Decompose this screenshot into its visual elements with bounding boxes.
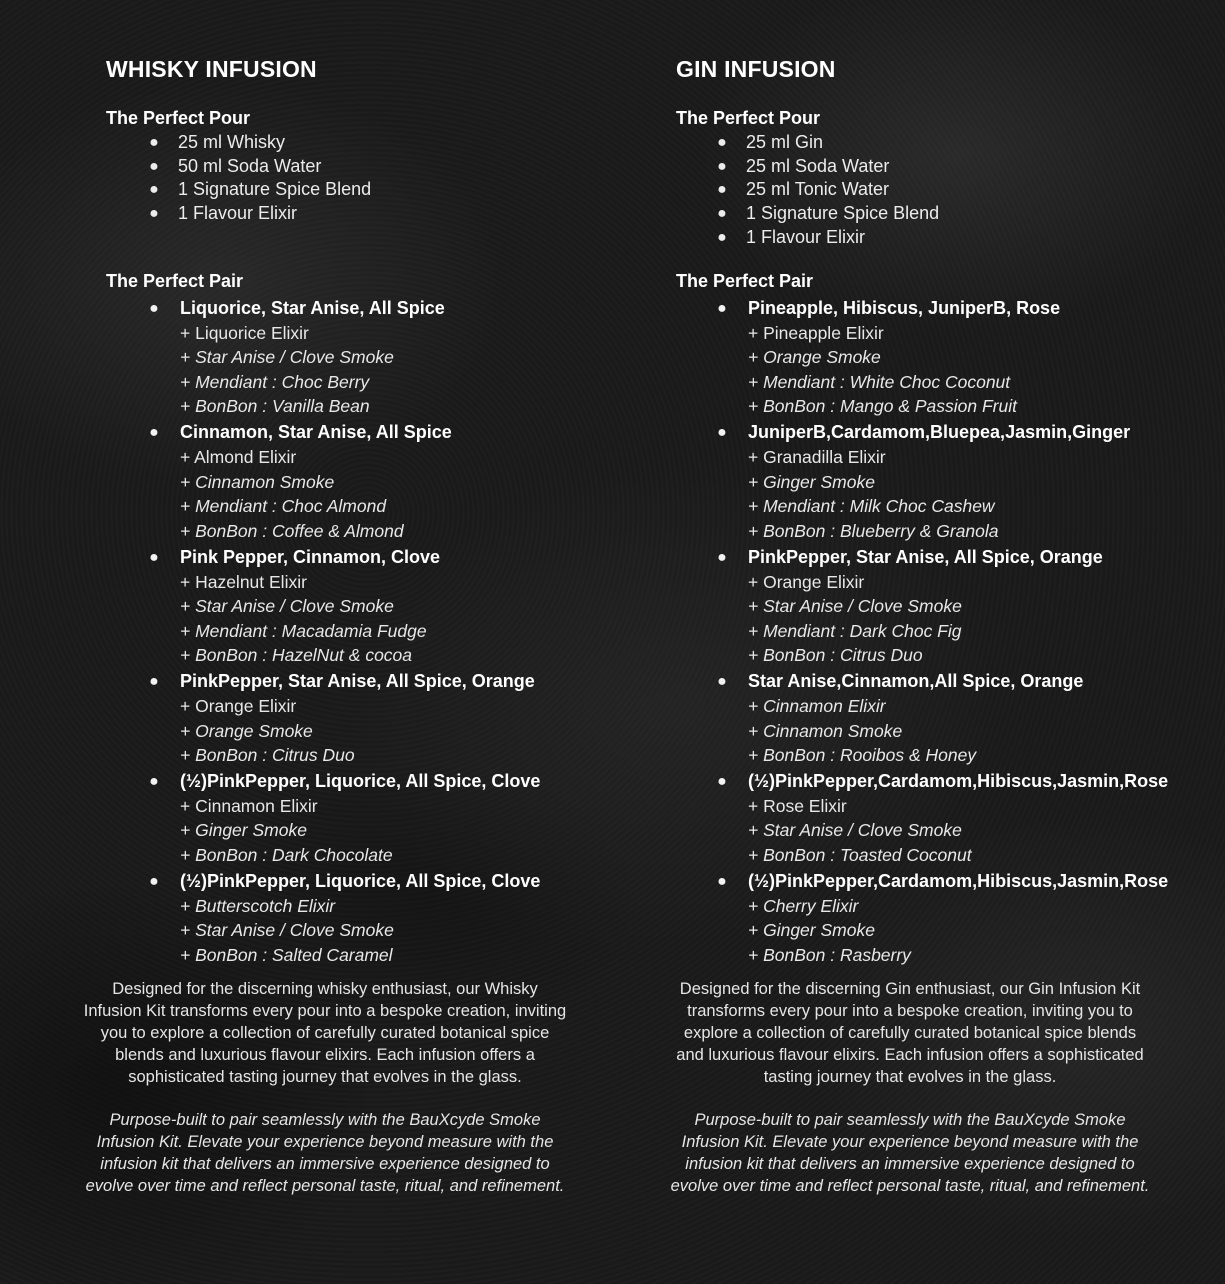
whisky-pair-heading: The Perfect Pair	[106, 271, 244, 291]
bullet-icon: ●	[717, 181, 727, 199]
whisky-title: WHISKY INFUSION	[106, 56, 317, 82]
bullet-icon: ●	[149, 300, 159, 317]
pair-line: + BonBon : Rooibos & Honey	[748, 745, 977, 766]
pair-line: + Mendiant : Milk Choc Cashew	[748, 496, 995, 517]
pair-name: Star Anise,Cinnamon,All Spice, Orange	[748, 671, 1084, 692]
pair-item	[714, 769, 1168, 867]
pair-item	[146, 420, 540, 543]
pair-line: + Orange Smoke	[748, 347, 881, 368]
pour-item: ● 25 ml Soda Water	[714, 155, 939, 179]
bullet-icon: ●	[717, 424, 727, 442]
pair-line: + BonBon : Salted Caramel	[180, 944, 393, 965]
pair-name: (½)PinkPepper, Liquorice, All Spice, Clove	[180, 871, 541, 892]
bullet-icon: ●	[717, 205, 727, 223]
pair-item	[146, 869, 540, 967]
pair-name: (½)PinkPepper, Liquorice, All Spice, Clove	[180, 771, 541, 792]
pair-line: + Pineapple Elixir	[748, 322, 884, 343]
pair-line: + BonBon : Toasted Coconut	[748, 845, 972, 866]
pair-name: Liquorice, Star Anise, All Spice	[180, 298, 445, 318]
pair-line: + BonBon : Vanilla Bean	[180, 396, 370, 417]
pair-line: + BonBon : Coffee & Almond	[180, 520, 404, 541]
pair-line: + Star Anise / Clove Smoke	[180, 920, 394, 941]
pair-line: + Orange Smoke	[180, 720, 313, 741]
pair-line: + Cherry Elixir	[748, 895, 859, 916]
gin-description: Designed for the discerning Gin enthusiast, our Gin Infusion Kit transforms every pour into a bespoke creation, inviting you to explore a collection of carefully curated botanical spice blends and luxurious flavour elixirs. Each infusion offers a sophisticated tasting journey that evolves in the glass.	[676, 980, 1144, 1086]
pair-name: Pink Pepper, Cinnamon, Clove	[180, 546, 441, 567]
pair-line: + Star Anise / Clove Smoke	[180, 596, 394, 617]
pair-line: + Ginger Smoke	[180, 820, 307, 841]
pair-item	[146, 669, 540, 767]
pair-line: + Mendiant : Choc Almond	[180, 496, 387, 517]
pair-line: + Rose Elixir	[748, 795, 847, 816]
pair-line: + Cinnamon Smoke	[180, 471, 335, 492]
pair-line: + BonBon : Citrus Duo	[748, 645, 923, 666]
bullet-icon: ●	[717, 228, 727, 246]
bullet-icon: ●	[717, 157, 727, 175]
pair-line: + Hazelnut Elixir	[180, 571, 307, 592]
pair-item	[714, 420, 1168, 543]
bullet-icon: ●	[149, 424, 159, 442]
pair-line: + Liquorice Elixir	[180, 322, 309, 343]
pair-line: + Almond Elixir	[180, 447, 297, 468]
pair-line: + Mendiant : Choc Berry	[180, 371, 370, 392]
pair-line: + Cinnamon Elixir	[180, 795, 318, 816]
bullet-icon: ●	[149, 181, 159, 199]
pour-item: ● 50 ml Soda Water	[146, 155, 371, 179]
pour-item: ● 1 Flavour Elixir	[146, 202, 371, 226]
pair-name: Cinnamon, Star Anise, All Spice	[180, 422, 452, 443]
bullet-icon: ●	[717, 548, 727, 566]
pair-line: + Ginger Smoke	[748, 920, 875, 941]
bullet-icon: ●	[149, 773, 159, 791]
pair-item	[146, 296, 540, 419]
bullet-icon: ●	[717, 673, 727, 691]
whisky-description: Designed for the discerning whisky enthusiast, our Whisky Infusion Kit transforms every pour into a bespoke creation, inviting you to explore a collection of carefully curated botanical spice blends and luxurious flavour elixirs. Each infusion offers a sophisticated tasting journey that evolves in the glass.	[83, 980, 567, 1086]
pair-line: + Star Anise / Clove Smoke	[180, 347, 394, 368]
pair-name: PinkPepper, Star Anise, All Spice, Orange	[748, 546, 1103, 567]
pour-item: ● 1 Signature Spice Blend	[714, 202, 939, 226]
pair-name: (½)PinkPepper,Cardamom,Hibiscus,Jasmin,Rose	[748, 871, 1169, 892]
pair-line: + Ginger Smoke	[748, 471, 875, 492]
whisky-pour-heading: The Perfect Pour	[106, 108, 251, 128]
pair-name: PinkPepper, Star Anise, All Spice, Orange	[180, 671, 535, 692]
pair-name: Pineapple, Hibiscus, JuniperB, Rose	[748, 298, 1061, 318]
pour-item: ● 25 ml Whisky	[146, 131, 371, 155]
pour-item: ● 25 ml Gin	[714, 131, 939, 155]
pour-item: ● 25 ml Tonic Water	[714, 178, 939, 202]
gin-pair-list	[714, 296, 1168, 969]
pair-line: + BonBon : Mango & Passion Fruit	[748, 396, 1017, 417]
bullet-icon: ●	[717, 773, 727, 791]
bullet-icon: ●	[149, 873, 159, 891]
pair-line: + BonBon : Blueberry & Granola	[748, 520, 999, 541]
whisky-purpose: Purpose-built to pair seamlessly with the BauXcyde Smoke Infusion Kit. Elevate your experience beyond measure with the infusion kit that delivers an immersive experience designed to evolve over time and reflect personal taste, ritual, and refinement.	[85, 1111, 565, 1195]
whisky-pair-list	[146, 296, 540, 969]
pair-item	[714, 669, 1168, 767]
bullet-icon: ●	[149, 673, 159, 691]
pair-line: + Mendiant : Macadamia Fudge	[180, 620, 427, 641]
pair-item	[714, 869, 1168, 967]
bullet-icon: ●	[717, 300, 727, 317]
bullet-icon: ●	[717, 873, 727, 891]
gin-pour-list	[714, 131, 939, 249]
pair-line: + Cinnamon Elixir	[748, 696, 886, 716]
pair-line: + Mendiant : Dark Choc Fig	[748, 620, 962, 641]
bullet-icon: ●	[149, 134, 159, 151]
pair-line: + BonBon : Citrus Duo	[180, 745, 355, 766]
pair-line: + Star Anise / Clove Smoke	[748, 820, 962, 841]
pair-line: + Mendiant : White Choc Coconut	[748, 371, 1011, 392]
pour-item: ● 1 Flavour Elixir	[714, 226, 939, 250]
bullet-icon: ●	[717, 134, 727, 151]
pair-line: + Star Anise / Clove Smoke	[748, 596, 962, 617]
gin-title: GIN INFUSION	[676, 56, 836, 82]
pair-line: + BonBon : Dark Chocolate	[180, 845, 393, 866]
pair-line: + Butterscotch Elixir	[180, 895, 336, 916]
pair-item	[714, 545, 1168, 668]
gin-pour-heading: The Perfect Pour	[676, 108, 821, 128]
bullet-icon: ●	[149, 157, 159, 175]
pair-item	[714, 296, 1168, 419]
pair-line: + BonBon : Rasberry	[748, 944, 911, 965]
pair-item	[146, 769, 540, 867]
pair-line: + Orange Elixir	[180, 696, 297, 716]
pair-name: JuniperB,Cardamom,Bluepea,Jasmin,Ginger	[748, 422, 1131, 443]
pair-line: + Granadilla Elixir	[748, 447, 886, 468]
pair-name: (½)PinkPepper,Cardamom,Hibiscus,Jasmin,Rose	[748, 771, 1169, 792]
bullet-icon: ●	[149, 548, 159, 566]
pair-line: + Cinnamon Smoke	[748, 720, 903, 741]
pair-item	[146, 545, 540, 668]
pair-line: + BonBon : HazelNut & cocoa	[180, 645, 413, 666]
bullet-icon: ●	[149, 205, 159, 223]
gin-pair-heading: The Perfect Pair	[676, 271, 814, 291]
whisky-pour-list	[146, 131, 371, 226]
gin-purpose: Purpose-built to pair seamlessly with the BauXcyde Smoke Infusion Kit. Elevate your experience beyond measure with the infusion kit that delivers an immersive experience designed to evolve over time and reflect personal taste, ritual, and refinement.	[670, 1111, 1150, 1195]
pair-line: + Orange Elixir	[748, 571, 865, 592]
pour-item: ● 1 Signature Spice Blend	[146, 178, 371, 202]
